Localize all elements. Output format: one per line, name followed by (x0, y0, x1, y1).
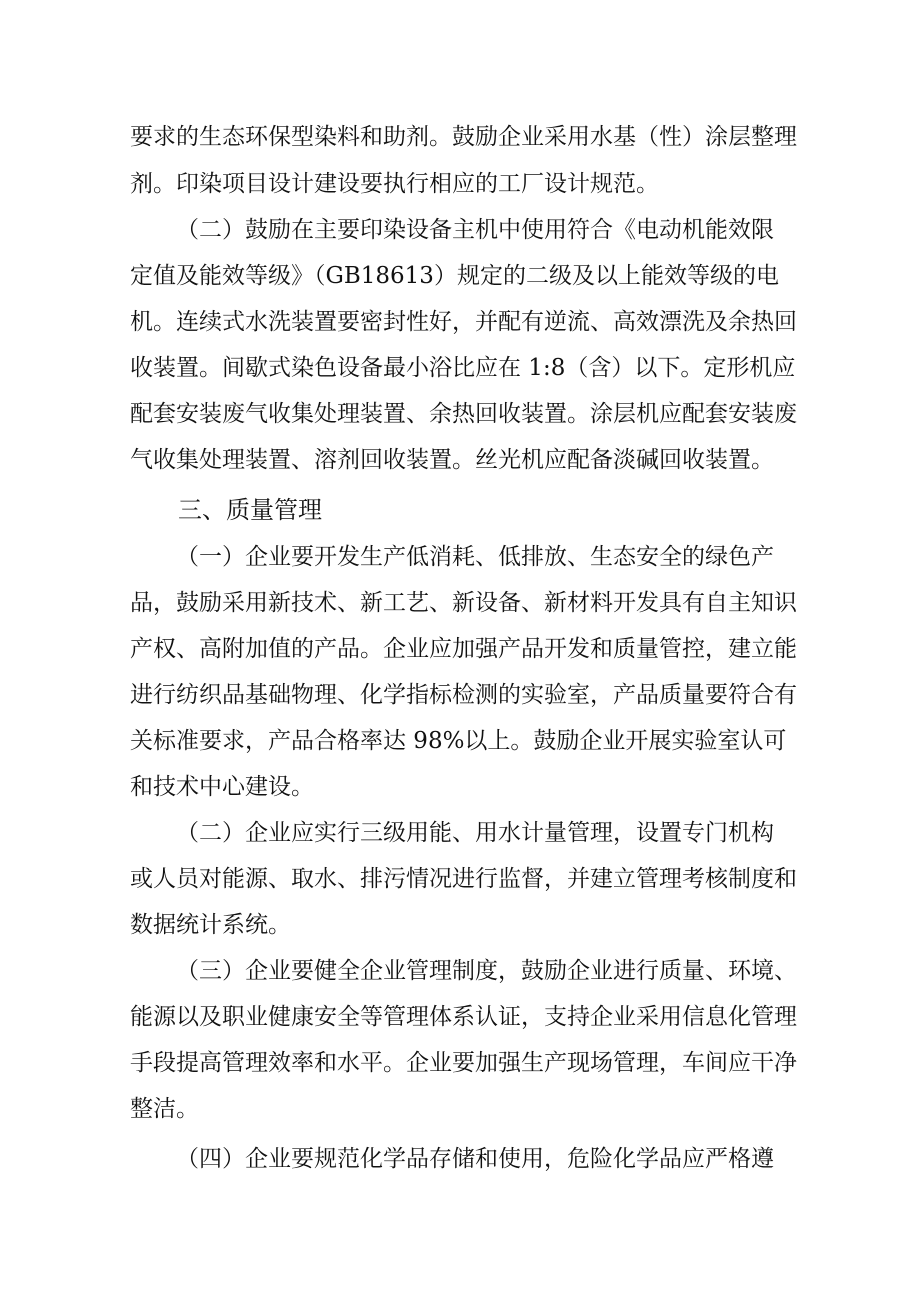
paragraph-2-line-5: 配套安装废气收集处理装置、余热回收装置。涂层机应配套安装废 (130, 401, 797, 427)
paragraph-5-line-3: 手段提高管理效率和水平。企业要加强生产现场管理，车间应干净 (130, 1050, 797, 1076)
section-heading: 三、质量管理 (178, 496, 322, 524)
paragraph-3-line-1: （一）企业要开发生产低消耗、低排放、生态安全的绿色产 (176, 544, 774, 570)
paragraph-4-line-3: 数据统计系统。 (130, 912, 291, 938)
paragraph-3-line-2: 品，鼓励采用新技术、新工艺、新设备、新材料开发具有自主知识 (130, 590, 797, 616)
paragraph-2-line-6: 气收集处理装置、溶剂回收装置。丝光机应配备淡碱回收装置。 (130, 447, 774, 473)
paragraph-2-line-2: 定值及能效等级》（GB18613）规定的二级及以上能效等级的电 (130, 263, 779, 289)
paragraph-5-line-2: 能源以及职业健康安全等管理体系认证，支持企业采用信息化管理 (130, 1004, 797, 1030)
paragraph-4-line-2: 或人员对能源、取水、排污情况进行监督，并建立管理考核制度和 (130, 866, 797, 892)
paragraph-2-line-4: 收装置。间歇式染色设备最小浴比应在 1:8（含）以下。定形机应 (130, 355, 796, 381)
paragraph-2-line-1: （二）鼓励在主要印染设备主机中使用符合《电动机能效限 (176, 217, 774, 243)
paragraph-1-line-2: 剂。印染项目设计建设要执行相应的工厂设计规范。 (130, 171, 659, 197)
paragraph-6-line-1: （四）企业要规范化学品存储和使用，危险化学品应严格遵 (176, 1146, 774, 1172)
paragraph-2-line-3: 机。连续式水洗装置要密封性好，并配有逆流、高效漂洗及余热回 (130, 309, 797, 335)
paragraph-5-line-4: 整洁。 (130, 1096, 199, 1122)
paragraph-5-line-1: （三）企业要健全企业管理制度，鼓励企业进行质量、环境、 (176, 958, 797, 984)
paragraph-3-line-6: 和技术中心建设。 (130, 774, 314, 800)
paragraph-4-line-1: （二）企业应实行三级用能、用水计量管理，设置专门机构 (176, 820, 774, 846)
paragraph-3-line-5: 关标准要求，产品合格率达 98%以上。鼓励企业开展实验室认可 (130, 728, 787, 754)
paragraph-3-line-4: 进行纺织品基础物理、化学指标检测的实验室，产品质量要符合有 (130, 682, 797, 708)
paragraph-1-line-1: 要求的生态环保型染料和助剂。鼓励企业采用水基（性）涂层整理 (130, 124, 797, 150)
paragraph-3-line-3: 产权、高附加值的产品。企业应加强产品开发和质量管控，建立能 (130, 636, 797, 662)
